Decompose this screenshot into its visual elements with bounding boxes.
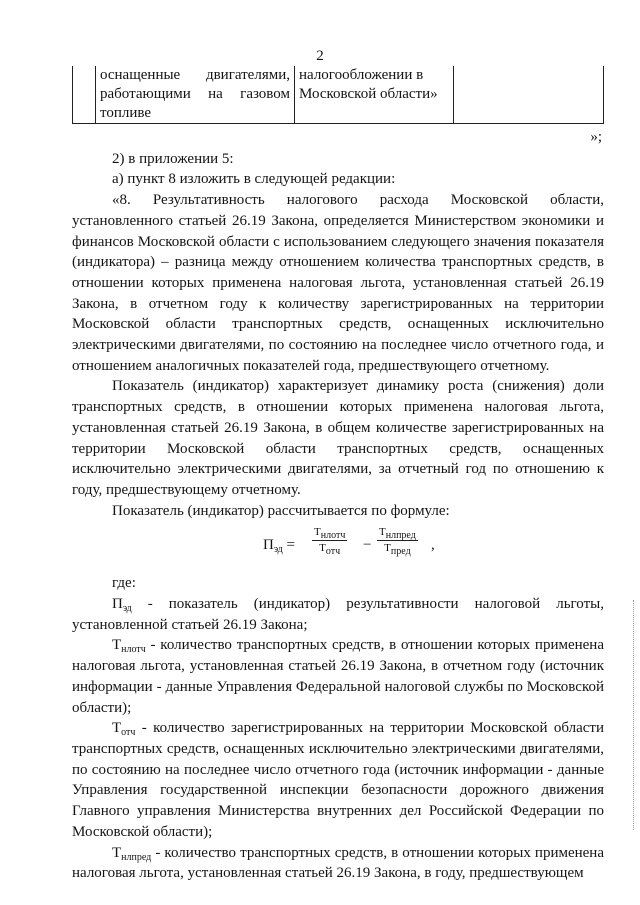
- closing-quote: »;: [590, 129, 602, 145]
- table-row: [73, 66, 604, 124]
- paragraph-where: где:: [112, 575, 136, 592]
- paragraph-indicator: Показатель (индикатор) характеризует динамику роста (снижения) доли транспортных средств, в отношении которых применена налоговая льгота, установленная статьей 26.19 Закона, в общем количестве зарегистрированных на территории Московской области транспортных средств, оснащенных исключительно электрическими двигателями, за отчетный год по отношению к году, предшествующему отчетному.: [72, 378, 604, 498]
- formula-comma: ,: [431, 537, 435, 554]
- definition-item: $Т_{отч}$ - количество зарегистрированных на территории Московской области транспортных средств, оснащенных исключительно электрическими двигателями, по состоянию на последнее число отчетного года (источник информации - данные Управления государственной инспекции безопасности дорожного движения Главного управления Министерства внутренних дел Российской Федерации по Московской области);: [72, 720, 604, 840]
- definition-item: $Т_{нлотч}$ - количество транспортных средств, в отношении которых применена налоговая льгота, установленная статьей 26.19 Закона, в отчетном году (источник информации - данные Управления Федеральной налоговой службы по Московской области);: [72, 637, 604, 716]
- paragraph-point-8: «8. Результативность налогового расхода Московской области, установленного статьей 26.19 Закона, определяется Министерством экономики и финансов Московской области с использованием следующего значения показателя (индикатора) – разница между отношением количества транспортных средств, в отношении которых применена налоговая льгота, установленная статьей 26.19 Закона, в отчетном году к количеству зарегистрированных на территории Московской области транспортных средств, оснащенных исключительно электрическими двигателями, по состоянию на последнее число отчетного года, и отношением аналогичных показателей года, предшествующего отчетному.: [72, 192, 604, 374]
- fraction-numerator: $Т_{нлотч}$: [314, 526, 346, 542]
- table-cell-number: [73, 66, 96, 124]
- page-number: 2: [316, 48, 324, 64]
- paragraph-item: а) пункт 8 изложить в следующей редакции:: [112, 171, 396, 188]
- continued-table: [72, 66, 604, 124]
- formula: [72, 523, 604, 569]
- fraction-denominator: $Т_{пред}$: [384, 542, 411, 558]
- definition-item: $Т_{нлпред}$ - количество транспортных средств, в отношении которых применена налоговая льгота, установленная статьей 26.19 Закона, в году, предшествующем: [72, 844, 604, 882]
- document-body: [72, 127, 604, 884]
- table-cell-extra: [454, 66, 604, 124]
- fraction-denominator: $Т_{отч}$: [319, 542, 341, 558]
- formula-lhs: $П_{эд}$ =: [263, 537, 295, 556]
- fraction-numerator: $Т_{нлпред}$: [379, 526, 416, 542]
- definition-item: $П_{эд}$ - показатель (индикатор) результативности налоговой льготы, установленной статьей 26.19 Закона;: [72, 596, 604, 633]
- table-cell-category: оснащенные двигателями, работающими на газовом топливе: [96, 66, 295, 124]
- formula-fraction-current: [312, 525, 347, 556]
- paragraph-formula-intro: Показатель (индикатор) рассчитывается по формуле:: [112, 502, 450, 519]
- scan-edge-mark: [633, 600, 636, 830]
- paragraph-appendix: 2) в приложении 5:: [112, 150, 234, 167]
- table-cell-law: налогообложении в Московской области»: [295, 66, 454, 124]
- formula-fraction-previous: [377, 525, 418, 556]
- formula-minus: −: [363, 537, 372, 554]
